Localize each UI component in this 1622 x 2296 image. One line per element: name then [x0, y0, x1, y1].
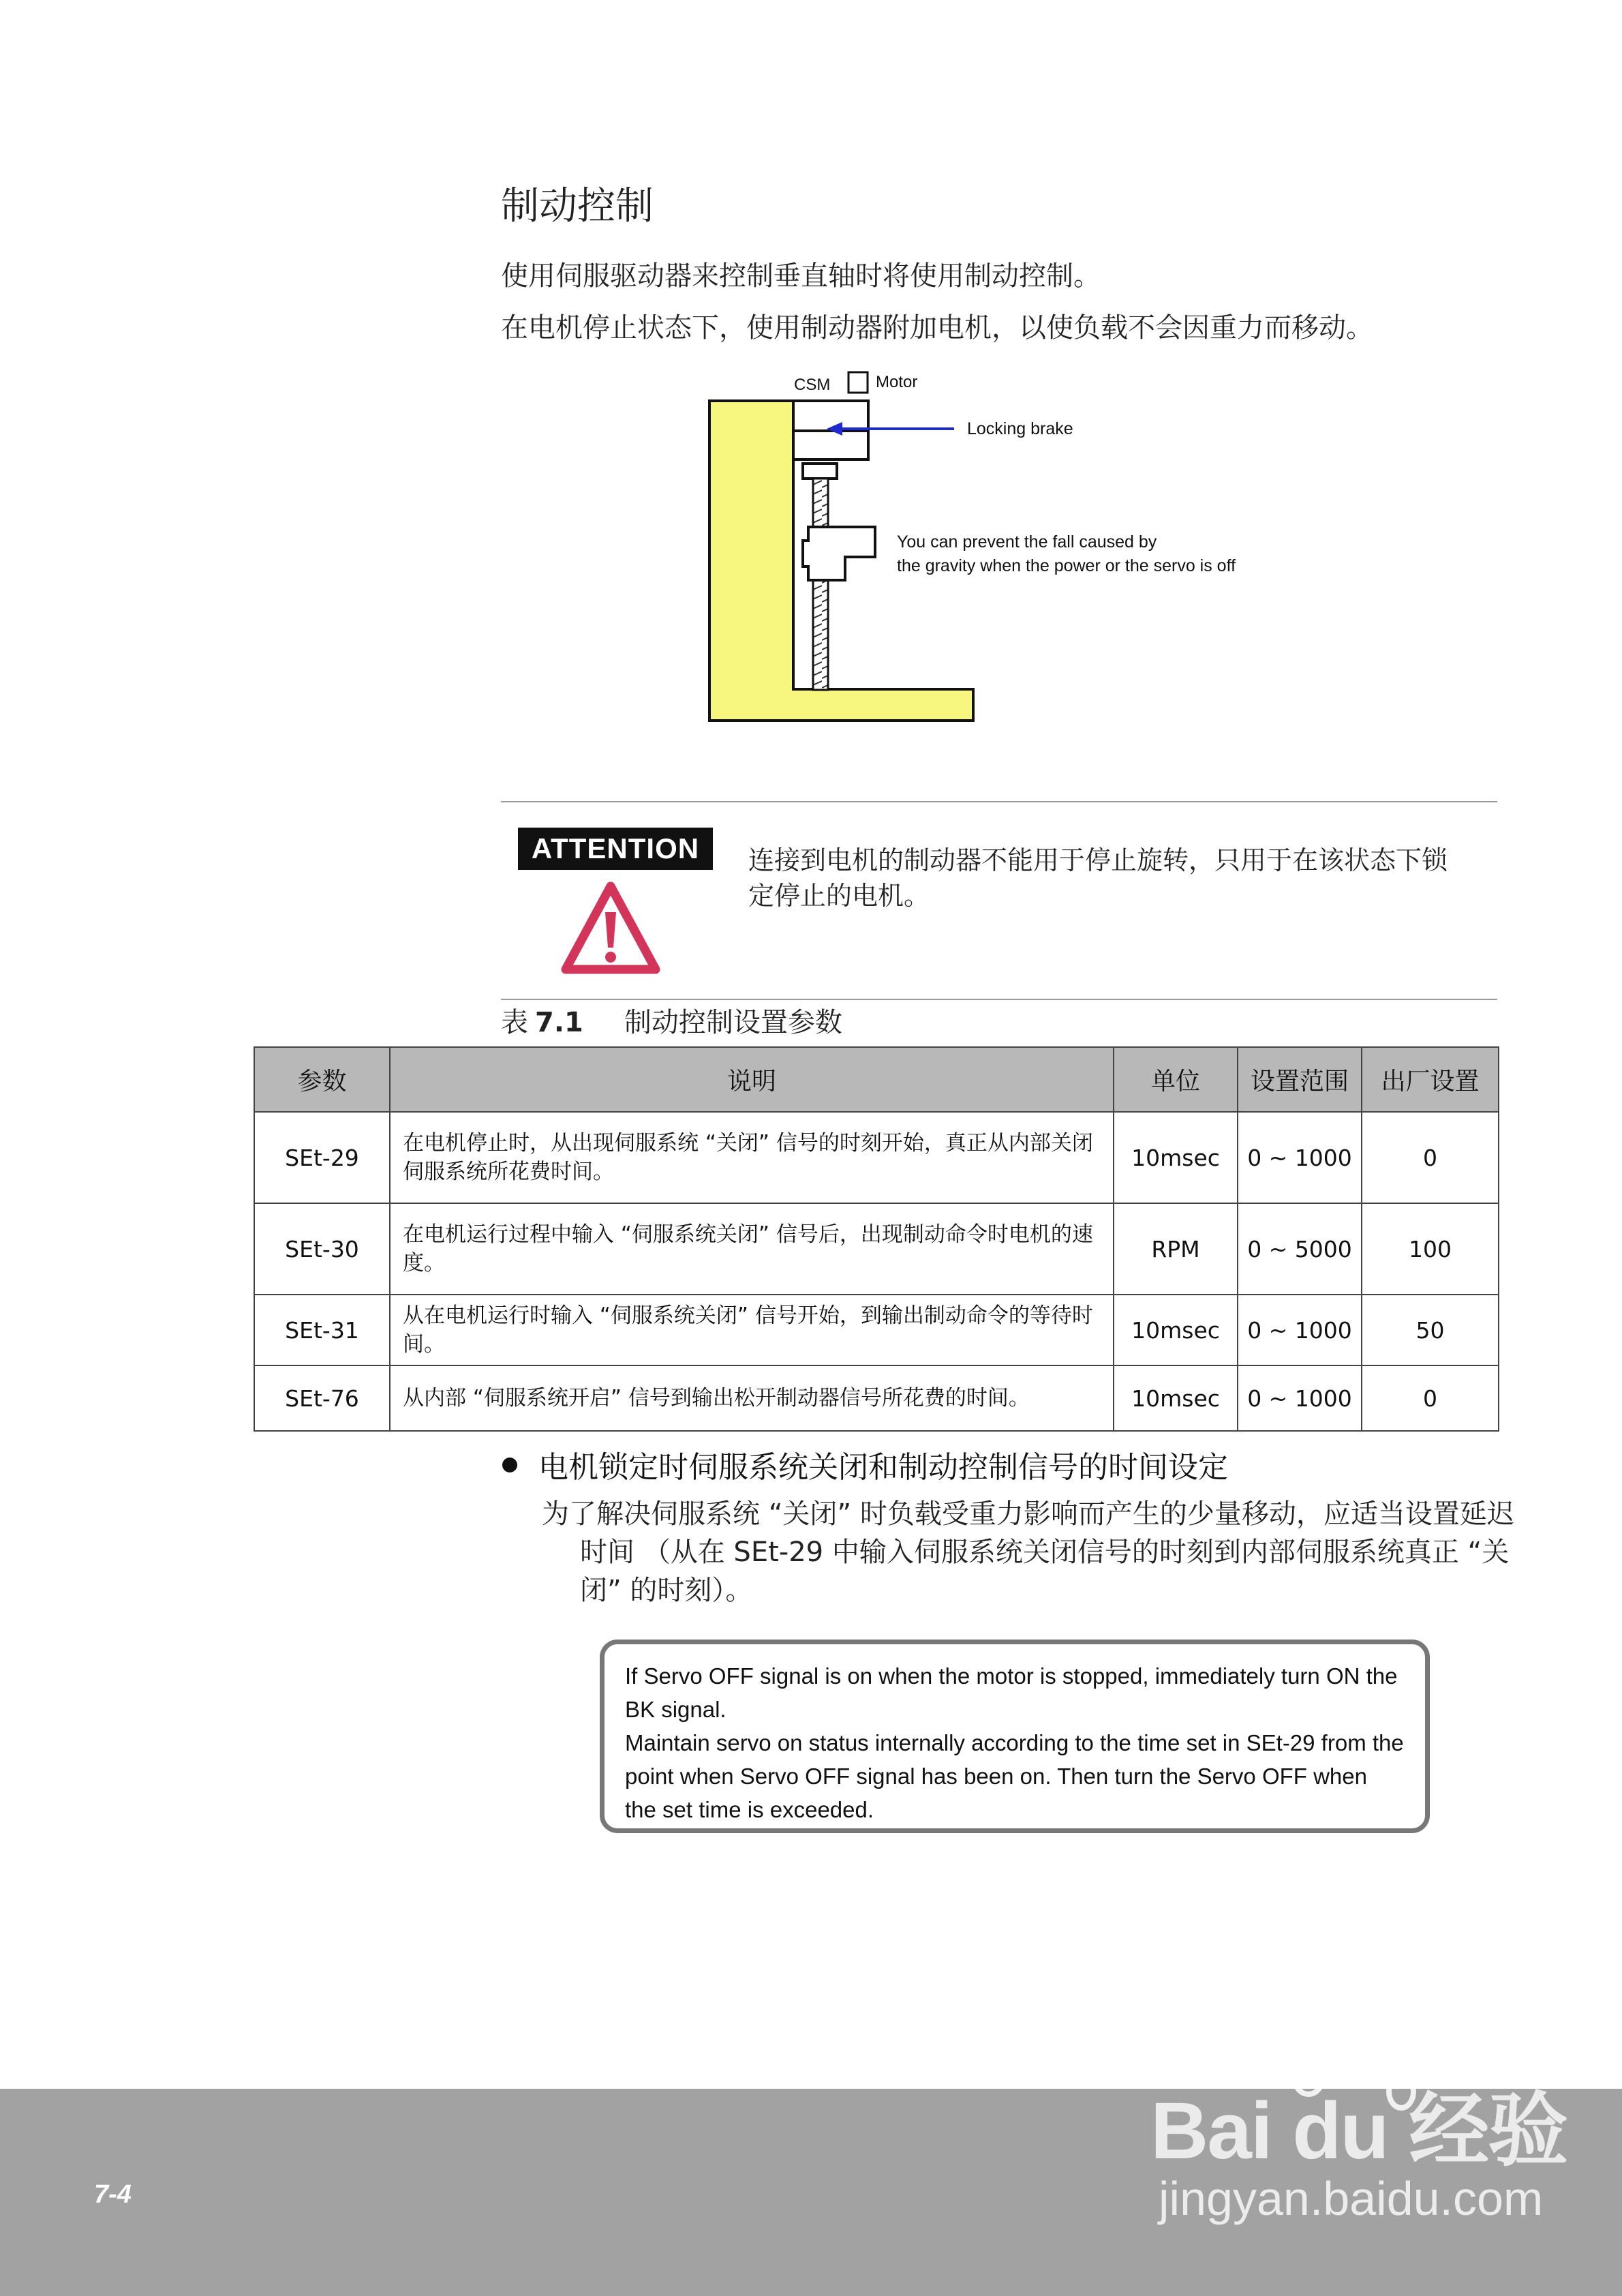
table-caption-title: 制动控制设置参数: [624, 1007, 842, 1038]
default-cell: 0: [1362, 1365, 1499, 1431]
coupling-icon: [803, 464, 837, 479]
intro-paragraph-1: 使用伺服驱动器来控制垂直轴时将使用制动控制。: [501, 260, 1101, 292]
brake-block: [793, 431, 868, 459]
header-param: 参数: [254, 1047, 390, 1112]
param-cell: SEt-30: [254, 1203, 390, 1295]
divider-bottom: [501, 999, 1497, 1000]
gravity-note-line-1: You can prevent the fall caused by: [897, 532, 1157, 552]
param-cell: SEt-29: [254, 1112, 390, 1203]
baidu-watermark-url: jingyan.baidu.com: [1159, 2172, 1544, 2225]
parameter-table: [254, 1046, 1499, 1432]
motor-block: [793, 401, 868, 431]
table-caption-number: 7.1: [535, 1007, 583, 1038]
note-line-2: Maintain servo on status internally according to the time set in SEt-29 from the point when Servo OFF signal has been on. Then turn the Servo OFF when the set time is exceeded.: [625, 1730, 1404, 1822]
table-caption-prefix: 表: [501, 1007, 528, 1038]
param-cell: SEt-31: [254, 1295, 390, 1365]
locking-brake-label: Locking brake: [967, 419, 1073, 438]
header-default: 出厂设置: [1362, 1047, 1499, 1112]
brake-diagram: [702, 365, 1315, 729]
motor-legend-icon: [848, 372, 868, 393]
timing-note-box: [600, 1640, 1430, 1833]
table-row: [254, 1112, 1499, 1203]
unit-cell: 10msec: [1114, 1295, 1238, 1365]
range-cell: 0 ~ 1000: [1238, 1295, 1362, 1365]
header-unit: 单位: [1114, 1047, 1238, 1112]
unit-cell: RPM: [1114, 1203, 1238, 1295]
default-cell: 50: [1362, 1295, 1499, 1365]
warning-triangle-icon: [560, 879, 661, 976]
table-caption: [501, 1003, 842, 1042]
attention-text: 连接到电机的制动器不能用于停止旋转，只用于在该状态下锁定停止的电机。: [748, 845, 1448, 911]
range-cell: 0 ~ 1000: [1238, 1112, 1362, 1203]
gravity-note-line-2: the gravity when the power or the servo is off: [897, 556, 1236, 575]
ball-screw-icon: [813, 479, 828, 690]
section-title: 制动控制: [501, 184, 654, 228]
header-description: 说明: [390, 1047, 1114, 1112]
load-slider-icon: [803, 527, 875, 580]
bullet-icon: [502, 1457, 517, 1472]
table-row: [254, 1203, 1499, 1295]
description-cell: 从在电机运行时输入 “伺服系统关闭” 信号开始，到输出制动命令的等待时间。: [390, 1295, 1114, 1365]
divider-top: [501, 801, 1497, 802]
default-cell: 100: [1362, 1203, 1499, 1295]
table-row: [254, 1295, 1499, 1365]
default-cell: 0: [1362, 1112, 1499, 1203]
bullet-title: 电机锁定时伺服系统关闭和制动控制信号的时间设定: [538, 1450, 1228, 1485]
description-cell: 在电机运行过程中输入 “伺服系统关闭” 信号后，出现制动命令时电机的速度。: [390, 1203, 1114, 1295]
range-cell: 0 ~ 5000: [1238, 1203, 1362, 1295]
table-header-row: [254, 1047, 1499, 1112]
description-cell: 在电机停止时，从出现伺服系统 “关闭” 信号的时刻开始，真正从内部关闭伺服系统所花费时间。: [390, 1112, 1114, 1203]
bullet-body: 为了解决伺服系统 “关闭” 时负载受重力影响而产生的少量移动，应适当设置延迟时间 （从在 SEt-29 中输入伺服系统关闭信号的时刻到内部伺服系统真正 “关闭” 的时刻）。: [542, 1498, 1514, 1606]
intro-paragraph-2: 在电机停止状态下，使用制动器附加电机，以使负载不会因重力而移动。: [501, 312, 1373, 344]
param-cell: SEt-76: [254, 1365, 390, 1431]
unit-cell: 10msec: [1114, 1112, 1238, 1203]
description-cell: 从内部 “伺服系统开启” 信号到输出松开制动器信号所花费的时间。: [390, 1365, 1114, 1431]
header-range: 设置范围: [1238, 1047, 1362, 1112]
csm-label: CSM: [794, 376, 831, 394]
motor-label: Motor: [876, 373, 918, 391]
note-line-1: If Servo OFF signal is on when the motor is stopped, immediately turn ON the BK signal.: [625, 1663, 1398, 1722]
table-row: [254, 1365, 1499, 1431]
baidu-watermark-logo: Bai du 经验: [1150, 2086, 1567, 2176]
range-cell: 0 ~ 1000: [1238, 1365, 1362, 1431]
unit-cell: 10msec: [1114, 1365, 1238, 1431]
attention-badge: ATTENTION: [518, 828, 713, 870]
page-number: 7-4: [94, 2180, 132, 2209]
